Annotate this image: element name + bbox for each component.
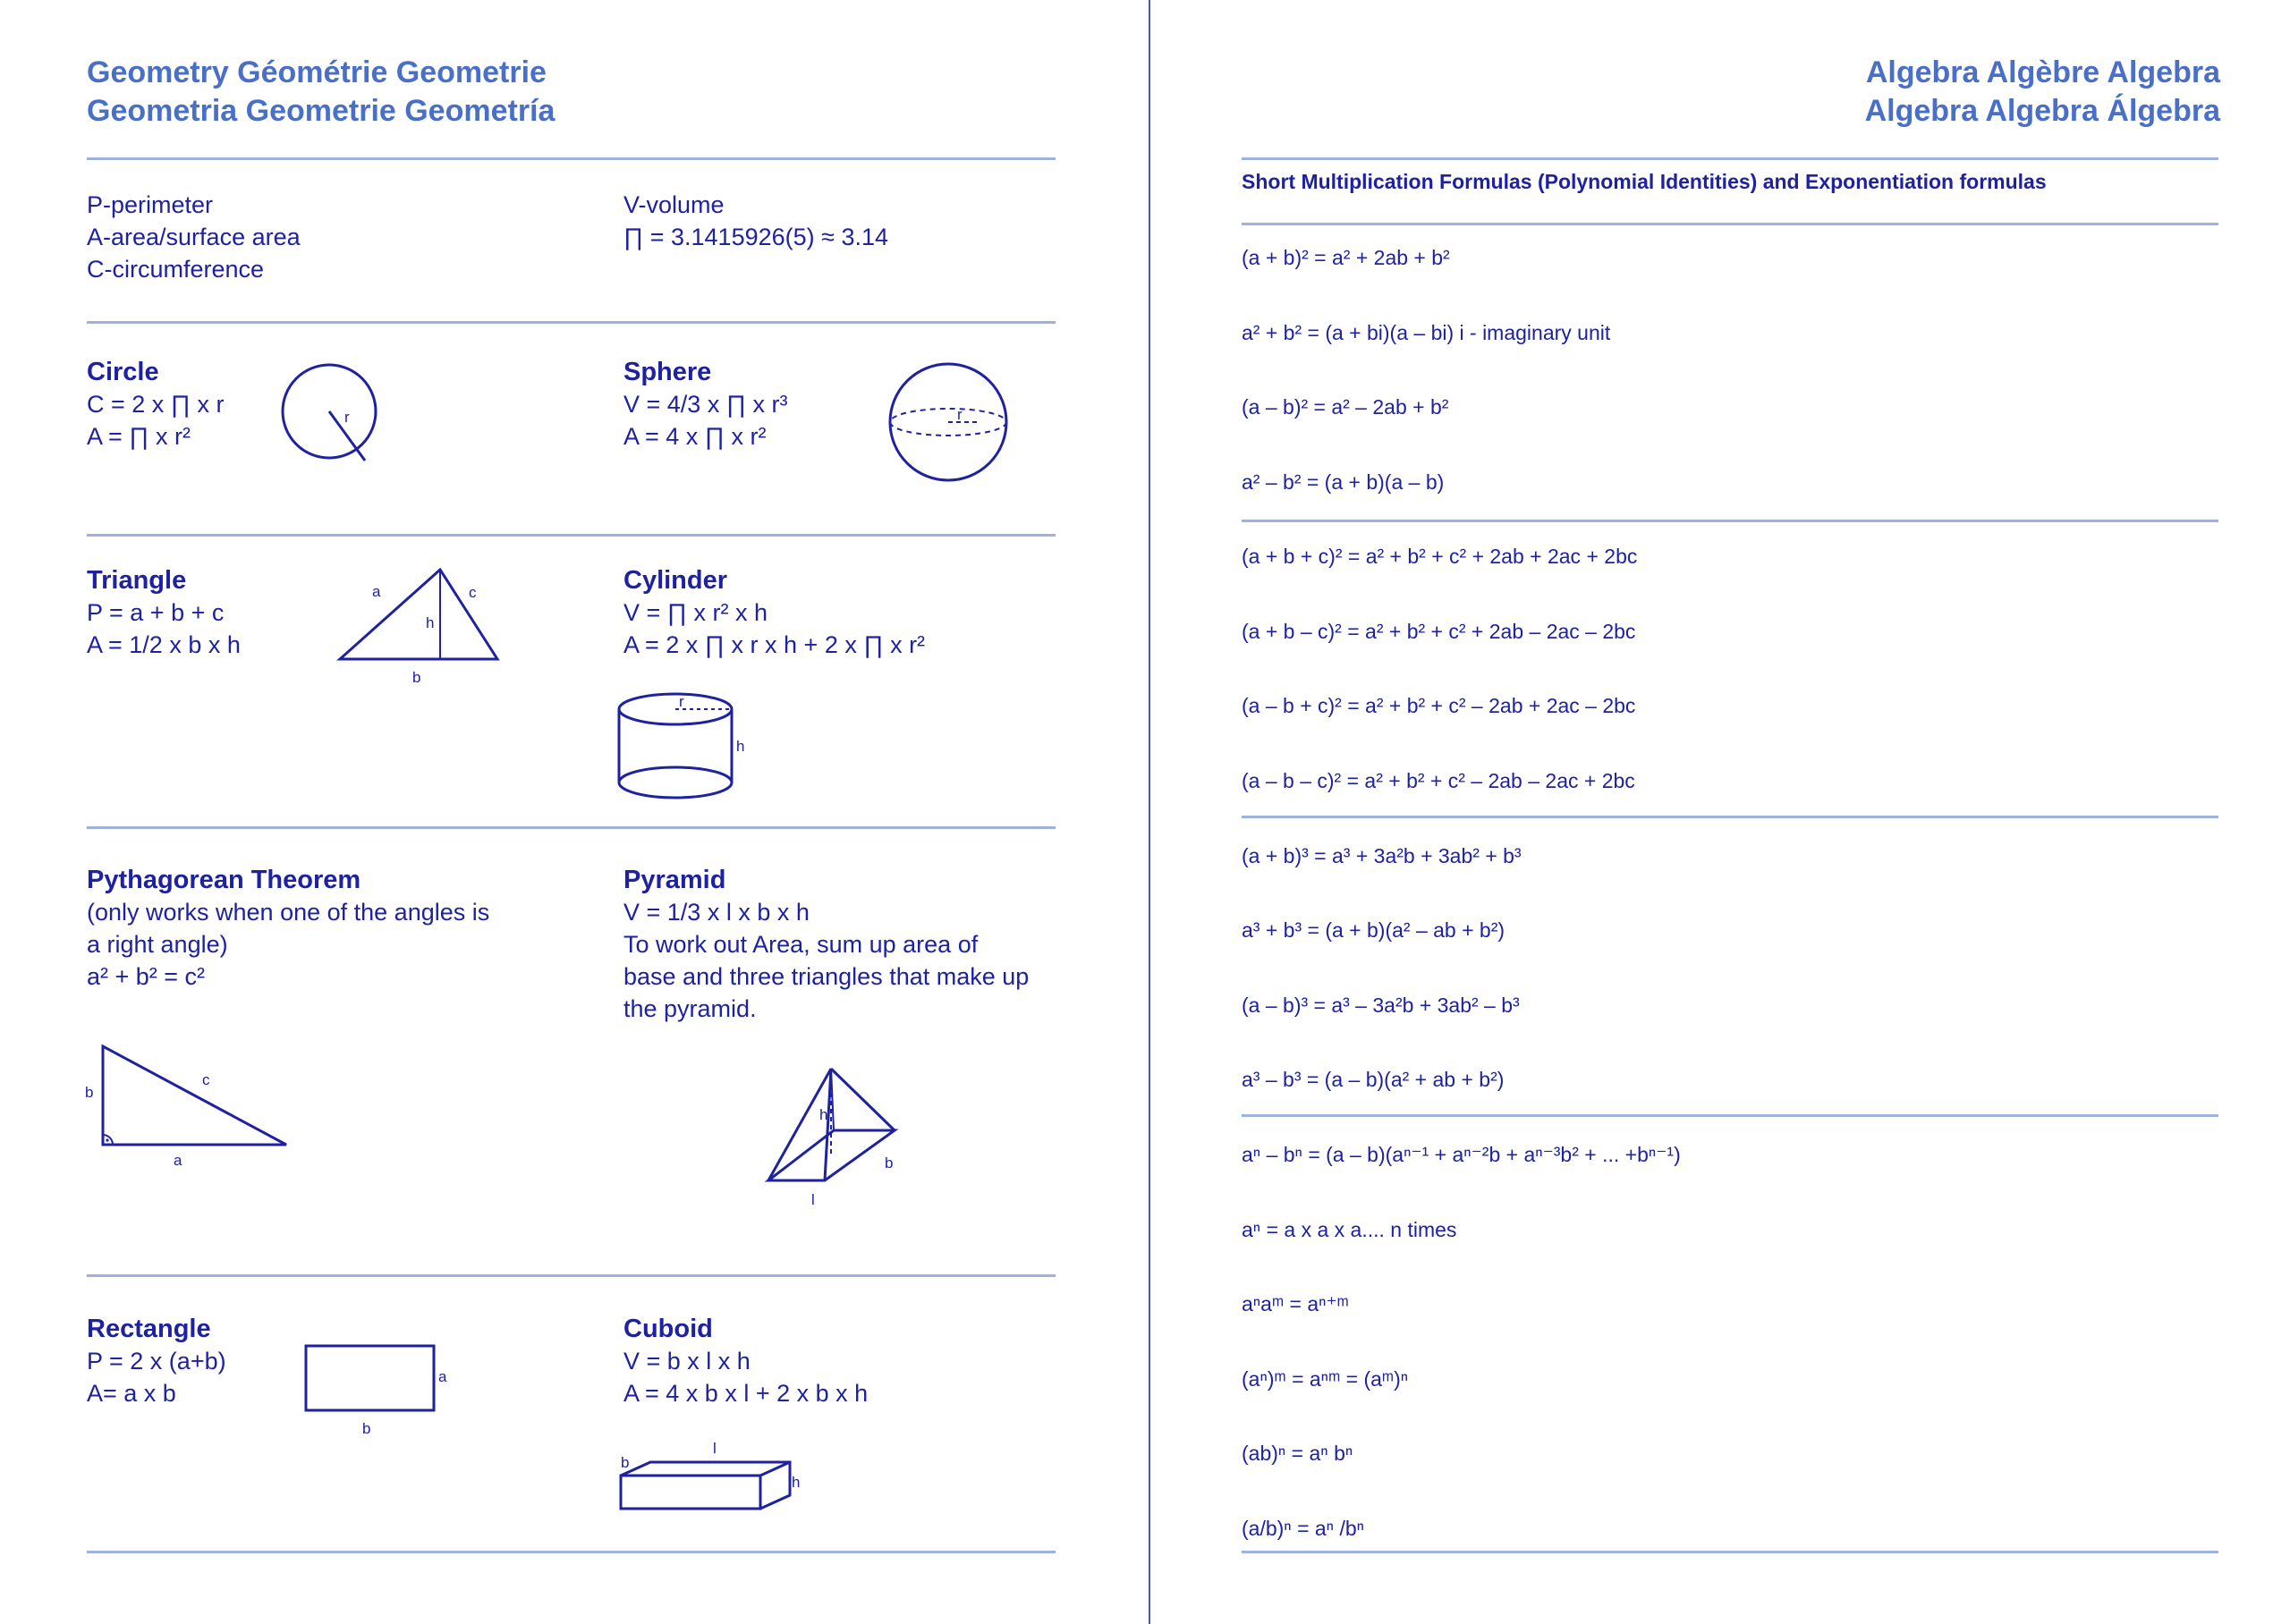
formula-line: (a + b + c)² = a² + b² + c² + 2ab + 2ac + 2bc	[1242, 545, 1638, 568]
formula-line: (a – b)² = a² – 2ab + b²	[1242, 395, 1449, 419]
formula-line: aⁿaᵐ = aⁿ⁺ᵐ	[1242, 1292, 1349, 1315]
formula-line: (ab)ⁿ = aⁿ bⁿ	[1242, 1442, 1353, 1465]
legend-item: C-circumference	[87, 256, 265, 283]
legend-item: ∏ = 3.1415926(5) ≈ 3.14	[623, 224, 888, 250]
cylinder-title: Cylinder	[623, 566, 728, 595]
sphere-title: Sphere	[623, 358, 712, 386]
pyramid-text: To work out Area, sum up area of	[623, 931, 979, 958]
pythagorean-text: (only works when one of the angles is	[87, 899, 490, 926]
divider	[1242, 1551, 2218, 1553]
circle-formula: C = 2 x ∏ x r	[87, 391, 225, 418]
right-triangle-label-b: b	[85, 1084, 94, 1101]
formula-line: aⁿ = a x a x a.... n times	[1242, 1218, 1457, 1241]
pyramid-label-h: h	[819, 1106, 828, 1123]
pyramid-label-l: l	[811, 1191, 815, 1208]
legend-right	[623, 189, 888, 253]
pyramid-label-b: b	[885, 1155, 894, 1171]
algebra-subtitle: Short Multiplication Formulas (Polynomial Identities) and Exponentiation formulas	[1242, 170, 2047, 193]
cylinder-label-r: r	[679, 693, 684, 710]
cuboid-diagram	[608, 1435, 805, 1520]
pyramid-formula: V = 1/3 x l x b x h	[623, 899, 810, 926]
circle-title: Circle	[87, 358, 159, 386]
cuboid-formula: A = 4 x b x l + 2 x b x h	[623, 1380, 869, 1407]
cylinder-section	[623, 564, 925, 661]
circle-diagram	[277, 358, 385, 465]
page-spine	[1149, 0, 1150, 1624]
cylinder-label-h: h	[736, 738, 745, 755]
triangle-label-h: h	[426, 614, 435, 631]
right-triangle-diagram	[81, 1042, 295, 1176]
rectangle-label-b: b	[362, 1420, 371, 1437]
rectangle-label-a: a	[438, 1368, 447, 1385]
sphere-formula: V = 4/3 x ∏ x r³	[623, 391, 788, 418]
triangle-label-a: a	[372, 583, 381, 600]
circle-section	[87, 356, 225, 453]
rectangle-formula: P = 2 x (a+b)	[87, 1348, 226, 1374]
legend-item: V-volume	[623, 191, 725, 218]
divider	[87, 157, 1056, 160]
algebra-header-line1: Algebra Algèbre Algebra	[1865, 55, 2220, 89]
rectangle-section	[87, 1313, 226, 1409]
pythagorean-title: Pythagorean Theorem	[87, 866, 361, 894]
formula-line: (a + b)³ = a³ + 3a²b + 3ab² + b³	[1242, 844, 1522, 867]
cuboid-label-b: b	[621, 1454, 630, 1471]
divider	[87, 826, 1056, 829]
pyramid-title: Pyramid	[623, 866, 726, 894]
formula-line: a³ – b³ = (a – b)(a² + ab + b²)	[1242, 1068, 1505, 1091]
algebra-header	[1865, 54, 2220, 131]
formula-line: a² – b² = (a + b)(a – b)	[1242, 470, 1445, 494]
pyramid-section	[623, 864, 1029, 1025]
cylinder-diagram	[608, 689, 751, 805]
formula-line: aⁿ – bⁿ = (a – b)(aⁿ⁻¹ + aⁿ⁻²b + aⁿ⁻³b² + ... +bⁿ⁻¹)	[1242, 1143, 1681, 1166]
sphere-diagram	[886, 359, 1011, 485]
divider	[1242, 520, 2218, 522]
cylinder-formula: A = 2 x ∏ x r x h + 2 x ∏ x r²	[623, 631, 926, 658]
rectangle-diagram	[295, 1337, 456, 1444]
formula-line: (a + b)² = a² + 2ab + b²	[1242, 246, 1450, 269]
formula-line: a² + b² = (a + bi)(a – bi) i - imaginary unit	[1242, 321, 1611, 344]
divider	[1242, 1114, 2218, 1117]
triangle-section	[87, 564, 241, 661]
right-triangle-label-a: a	[174, 1152, 182, 1169]
circle-formula: A = ∏ x r²	[87, 423, 191, 450]
algebra-header-line2: Algebra Algebra Álgebra	[1864, 94, 2220, 128]
legend-left	[87, 189, 301, 285]
sphere-formula: A = 4 x ∏ x r²	[623, 423, 767, 450]
cuboid-section	[623, 1313, 868, 1409]
divider	[87, 321, 1056, 324]
pythagorean-text: a right angle)	[87, 931, 228, 958]
triangle-title: Triangle	[87, 566, 187, 595]
sphere-section	[623, 356, 788, 453]
triangle-label-c: c	[469, 584, 477, 601]
formula-line: (a/b)ⁿ = aⁿ /bⁿ	[1242, 1517, 1365, 1540]
divider	[87, 534, 1056, 537]
rectangle-title: Rectangle	[87, 1315, 211, 1343]
pyramid-text: base and three triangles that make up	[623, 963, 1030, 990]
cuboid-title: Cuboid	[623, 1315, 713, 1343]
divider	[1242, 157, 2218, 160]
formula-line: (a – b – c)² = a² + b² + c² – 2ab – 2ac + 2bc	[1242, 769, 1635, 792]
pythagorean-section	[87, 864, 489, 993]
cuboid-formula: V = b x l x h	[623, 1348, 751, 1374]
pythagorean-formula: a² + b² = c²	[87, 963, 206, 990]
rectangle-formula: A= a x b	[87, 1380, 176, 1407]
triangle-formula: P = a + b + c	[87, 599, 225, 626]
geometry-header-line2: Geometria Geometrie Geometría	[87, 94, 556, 128]
formula-line: (aⁿ)ᵐ = aⁿᵐ = (aᵐ)ⁿ	[1242, 1367, 1409, 1391]
formula-line: (a – b + c)² = a² + b² + c² – 2ab + 2ac – 2bc	[1242, 694, 1636, 717]
cuboid-label-h: h	[792, 1474, 801, 1491]
pyramid-diagram	[760, 1064, 912, 1216]
formula-line: a³ + b³ = (a + b)(a² – ab + b²)	[1242, 918, 1505, 942]
triangle-formula: A = 1/2 x b x h	[87, 631, 241, 658]
right-triangle-label-c: c	[202, 1071, 210, 1088]
formula-line: (a + b – c)² = a² + b² + c² + 2ab – 2ac – 2bc	[1242, 620, 1636, 643]
divider	[87, 1274, 1056, 1277]
sphere-radius-label: r	[957, 406, 963, 423]
divider	[1242, 223, 2218, 225]
geometry-header	[87, 54, 555, 131]
divider	[87, 1551, 1056, 1553]
formula-line: (a – b)³ = a³ – 3a²b + 3ab² – b³	[1242, 994, 1520, 1017]
cylinder-formula: V = ∏ x r² x h	[623, 599, 768, 626]
triangle-diagram	[331, 563, 510, 689]
cuboid-label-l: l	[713, 1440, 717, 1457]
legend-item: A-area/surface area	[87, 224, 301, 250]
divider	[1242, 816, 2218, 818]
circle-radius-label: r	[344, 409, 350, 426]
legend-item: P-perimeter	[87, 191, 214, 218]
pyramid-text: the pyramid.	[623, 995, 757, 1022]
triangle-label-b: b	[412, 669, 421, 686]
geometry-header-line1: Geometry Géométrie Geometrie	[87, 55, 547, 89]
